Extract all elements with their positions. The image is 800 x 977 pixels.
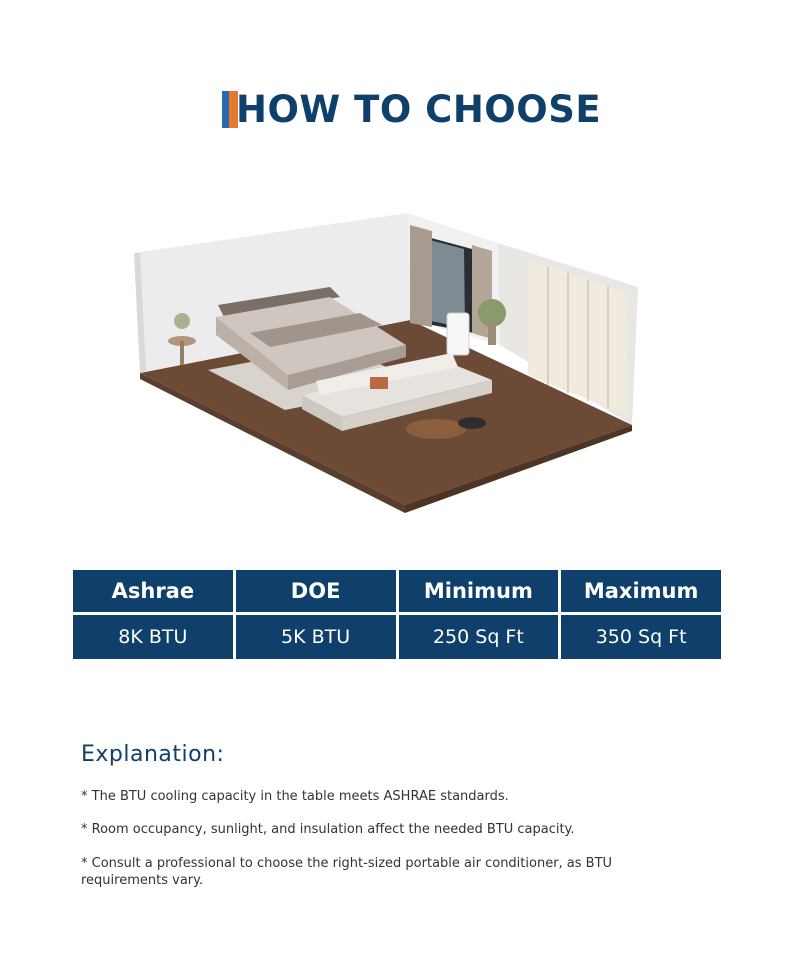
explanation-note: * The BTU cooling capacity in the table meets ASHRAE standards. [81,789,509,804]
table-row [73,615,721,659]
btu-spec-table [70,567,724,662]
value-maximum: 350 Sq Ft [561,615,721,659]
header-doe: DOE [236,570,396,612]
explanation-note: * Consult a professional to choose the right-sized portable air conditioner, as BTU requirements vary. [81,856,613,888]
header-minimum: Minimum [399,570,559,612]
room-illustration [120,205,680,515]
value-ashrae: 8K BTU [73,615,233,659]
table-header-row [73,570,721,612]
page-title: HOW TO CHOOSE [236,88,602,131]
explanation-heading: Explanation: [81,742,225,767]
explanation-section [81,742,721,888]
header-ashrae: Ashrae [73,570,233,612]
explanation-note: * Room occupancy, sunlight, and insulation affect the needed BTU capacity. [81,822,575,837]
value-doe: 5K BTU [236,615,396,659]
page-header [0,88,800,132]
value-minimum: 250 Sq Ft [399,615,559,659]
header-maximum: Maximum [561,570,721,612]
